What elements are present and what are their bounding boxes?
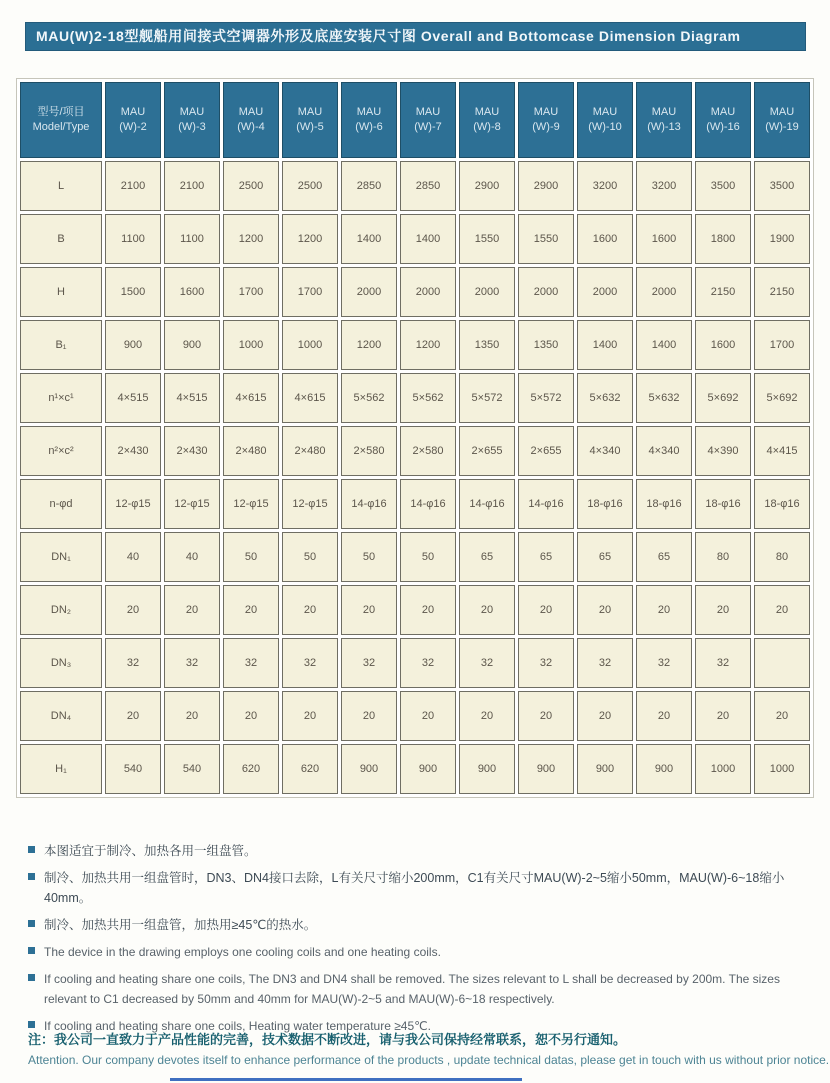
- table-row: [20, 373, 810, 423]
- attention-block: [28, 1031, 830, 1069]
- value-cell: 80: [695, 532, 751, 582]
- value-cell: 1600: [695, 320, 751, 370]
- row-label-cell: B₁: [20, 320, 102, 370]
- value-cell: 32: [164, 638, 220, 688]
- value-cell: 1900: [754, 214, 810, 264]
- value-cell: 20: [636, 585, 692, 635]
- value-cell: 2500: [223, 161, 279, 211]
- value-cell: 900: [518, 744, 574, 794]
- value-cell: 4×615: [223, 373, 279, 423]
- value-cell: 540: [105, 744, 161, 794]
- value-cell: 2000: [636, 267, 692, 317]
- value-cell: 20: [341, 691, 397, 741]
- value-cell: 1400: [400, 214, 456, 264]
- value-cell: 1200: [400, 320, 456, 370]
- value-cell: 1100: [164, 214, 220, 264]
- value-cell: 50: [282, 532, 338, 582]
- row-label-cell: DN₂: [20, 585, 102, 635]
- value-cell: 20: [400, 585, 456, 635]
- row-label-cell: DN₃: [20, 638, 102, 688]
- value-cell: 2×480: [282, 426, 338, 476]
- value-cell: 900: [636, 744, 692, 794]
- value-cell: 20: [282, 585, 338, 635]
- value-cell: 20: [164, 691, 220, 741]
- value-cell: 14-φ16: [518, 479, 574, 529]
- value-cell: 2100: [164, 161, 220, 211]
- value-cell: 2×655: [518, 426, 574, 476]
- value-cell: 20: [577, 585, 633, 635]
- spec-table-head: [20, 82, 810, 158]
- value-cell: 2100: [105, 161, 161, 211]
- value-cell: 20: [459, 691, 515, 741]
- value-cell: 2×480: [223, 426, 279, 476]
- value-cell: 540: [164, 744, 220, 794]
- value-cell: 5×562: [400, 373, 456, 423]
- value-cell: 5×692: [695, 373, 751, 423]
- value-cell: 32: [223, 638, 279, 688]
- value-cell: 1400: [577, 320, 633, 370]
- value-cell: 2000: [341, 267, 397, 317]
- value-cell: 1600: [164, 267, 220, 317]
- value-cell: 20: [164, 585, 220, 635]
- square-bullet-icon: [28, 873, 35, 880]
- table-row: [20, 267, 810, 317]
- model-header-cell: MAU (W)-16: [695, 82, 751, 158]
- value-cell: 12-φ15: [164, 479, 220, 529]
- value-cell: 1400: [341, 214, 397, 264]
- square-bullet-icon: [28, 920, 35, 927]
- value-cell: 1200: [223, 214, 279, 264]
- value-cell: 12-φ15: [105, 479, 161, 529]
- value-cell: 2500: [282, 161, 338, 211]
- note-text: If cooling and heating share one coils, The DN3 and DN4 shall be removed. The sizes relevant to L shall be decreased by 200m. The sizes relevant to C1 decreased by 50mm and 40mm for MAU(W)-2~5 and MAU(W)-6~18 respectively.: [44, 972, 780, 1006]
- note-item: [28, 915, 806, 935]
- note-text: 制冷、加热共用一组盘管时，DN3、DN4接口去除，L有关尺寸缩小200mm，C1有关尺寸MAU(W)-2~5缩小50mm，MAU(W)-6~18缩小40mm。: [44, 871, 785, 905]
- value-cell: 1700: [223, 267, 279, 317]
- value-cell: 32: [400, 638, 456, 688]
- value-cell: 2000: [459, 267, 515, 317]
- spec-table: [17, 79, 813, 797]
- model-header-cell: MAU (W)-8: [459, 82, 515, 158]
- value-cell: 1200: [282, 214, 338, 264]
- value-cell: 5×572: [518, 373, 574, 423]
- value-cell: 2×430: [105, 426, 161, 476]
- model-header-cell: MAU (W)-9: [518, 82, 574, 158]
- table-row: [20, 532, 810, 582]
- table-row: [20, 161, 810, 211]
- note-item: [28, 841, 806, 861]
- value-cell: 65: [459, 532, 515, 582]
- value-cell: 2900: [459, 161, 515, 211]
- square-bullet-icon: [28, 947, 35, 954]
- value-cell: 20: [577, 691, 633, 741]
- attention-text-cn: 注：我公司一直致力于产品性能的完善，技术数据不断改进，请与我公司保持经常联系，恕不另行通知。: [28, 1032, 627, 1047]
- value-cell: 14-φ16: [400, 479, 456, 529]
- value-cell: 12-φ15: [223, 479, 279, 529]
- value-cell: 2×580: [341, 426, 397, 476]
- value-cell: 65: [518, 532, 574, 582]
- value-cell: 20: [282, 691, 338, 741]
- attention-text-en: Attention. Our company devotes itself to enhance performance of the products , update technical datas, please get in touch with us without prior notice.: [28, 1053, 830, 1067]
- value-cell: 32: [577, 638, 633, 688]
- model-header-cell: MAU (W)-6: [341, 82, 397, 158]
- value-cell: 12-φ15: [282, 479, 338, 529]
- value-cell: 2000: [577, 267, 633, 317]
- value-cell: 32: [105, 638, 161, 688]
- value-cell: 3200: [577, 161, 633, 211]
- value-cell: 2×430: [164, 426, 220, 476]
- row-label-cell: H: [20, 267, 102, 317]
- value-cell: 65: [577, 532, 633, 582]
- value-cell: 20: [636, 691, 692, 741]
- value-cell: 20: [105, 585, 161, 635]
- value-cell: 1550: [459, 214, 515, 264]
- model-header-cell: MAU (W)-19: [754, 82, 810, 158]
- value-cell: 900: [105, 320, 161, 370]
- value-cell: 4×340: [577, 426, 633, 476]
- value-cell: 2900: [518, 161, 574, 211]
- value-cell: 20: [105, 691, 161, 741]
- value-cell: 5×692: [754, 373, 810, 423]
- table-row: [20, 320, 810, 370]
- value-cell: 32: [518, 638, 574, 688]
- value-cell: 900: [577, 744, 633, 794]
- model-header-cell: MAU (W)-10: [577, 82, 633, 158]
- value-cell: 32: [636, 638, 692, 688]
- value-cell: 50: [341, 532, 397, 582]
- value-cell: 18-φ16: [636, 479, 692, 529]
- dimension-table-container: [16, 78, 814, 798]
- table-row: [20, 426, 810, 476]
- note-text: If cooling and heating share one coils, Heating water temperature ≥45℃.: [44, 1019, 431, 1033]
- value-cell: 20: [223, 691, 279, 741]
- value-cell: 50: [400, 532, 456, 582]
- value-cell: 14-φ16: [459, 479, 515, 529]
- note-item: [28, 868, 806, 908]
- value-cell: 80: [754, 532, 810, 582]
- value-cell: 20: [754, 691, 810, 741]
- value-cell: 32: [695, 638, 751, 688]
- row-label-cell: n-φd: [20, 479, 102, 529]
- value-cell: 1100: [105, 214, 161, 264]
- model-header-cell: MAU (W)-7: [400, 82, 456, 158]
- square-bullet-icon: [28, 846, 35, 853]
- value-cell: 20: [223, 585, 279, 635]
- value-cell: 20: [518, 585, 574, 635]
- corner-header-cell: 型号/项目 Model/Type: [20, 82, 102, 158]
- square-bullet-icon: [28, 974, 35, 981]
- square-bullet-icon: [28, 1021, 35, 1028]
- value-cell: 1700: [754, 320, 810, 370]
- value-cell: 620: [282, 744, 338, 794]
- model-header-cell: MAU (W)-13: [636, 82, 692, 158]
- row-label-cell: n¹×c¹: [20, 373, 102, 423]
- row-label-cell: H₁: [20, 744, 102, 794]
- value-cell: 20: [459, 585, 515, 635]
- value-cell: 2150: [695, 267, 751, 317]
- note-item: [28, 942, 806, 962]
- table-row: [20, 744, 810, 794]
- value-cell: 40: [105, 532, 161, 582]
- value-cell: 620: [223, 744, 279, 794]
- value-cell: 2850: [400, 161, 456, 211]
- table-row: [20, 638, 810, 688]
- value-cell: 4×515: [105, 373, 161, 423]
- value-cell: 5×562: [341, 373, 397, 423]
- value-cell: 1000: [695, 744, 751, 794]
- value-cell: 1000: [282, 320, 338, 370]
- value-cell: 1350: [459, 320, 515, 370]
- value-cell: 1400: [636, 320, 692, 370]
- value-cell: 5×572: [459, 373, 515, 423]
- note-text: The device in the drawing employs one cooling coils and one heating coils.: [44, 945, 441, 959]
- value-cell: 18-φ16: [754, 479, 810, 529]
- row-label-cell: B: [20, 214, 102, 264]
- value-cell: 3500: [695, 161, 751, 211]
- model-header-cell: MAU (W)-3: [164, 82, 220, 158]
- value-cell: 20: [695, 585, 751, 635]
- value-cell: 900: [459, 744, 515, 794]
- value-cell: 32: [341, 638, 397, 688]
- value-cell: 20: [341, 585, 397, 635]
- header-row: [20, 82, 810, 158]
- page-title: MAU(W)2-18型舰船用间接式空调器外形及底座安装尺寸图 Overall and Bottomcase Dimension Diagram: [25, 22, 806, 51]
- note-text: 本图适宜于制冷、加热各用一组盘管。: [44, 844, 257, 858]
- value-cell: 4×615: [282, 373, 338, 423]
- value-cell: 18-φ16: [695, 479, 751, 529]
- value-cell: 4×340: [636, 426, 692, 476]
- value-cell: 900: [400, 744, 456, 794]
- value-cell: 3200: [636, 161, 692, 211]
- table-row: [20, 585, 810, 635]
- value-cell: 5×632: [636, 373, 692, 423]
- value-cell: 1600: [636, 214, 692, 264]
- value-cell: 20: [754, 585, 810, 635]
- table-row: [20, 479, 810, 529]
- value-cell: 20: [400, 691, 456, 741]
- note-item: [28, 969, 806, 1009]
- value-cell: 2000: [518, 267, 574, 317]
- value-cell: 4×415: [754, 426, 810, 476]
- value-cell: 2×655: [459, 426, 515, 476]
- value-cell: 1600: [577, 214, 633, 264]
- value-cell: 1200: [341, 320, 397, 370]
- row-label-cell: DN₁: [20, 532, 102, 582]
- bottom-underline: [170, 1078, 522, 1081]
- value-cell: 2150: [754, 267, 810, 317]
- value-cell: 65: [636, 532, 692, 582]
- model-header-cell: MAU (W)-5: [282, 82, 338, 158]
- spec-table-body: [20, 161, 810, 794]
- value-cell: 1550: [518, 214, 574, 264]
- model-header-cell: MAU (W)-4: [223, 82, 279, 158]
- note-text: 制冷、加热共用一组盘管，加热用≥45℃的热水。: [44, 918, 317, 932]
- value-cell: 4×390: [695, 426, 751, 476]
- value-cell: 1500: [105, 267, 161, 317]
- value-cell: 1000: [223, 320, 279, 370]
- value-cell: 1800: [695, 214, 751, 264]
- model-header-cell: MAU (W)-2: [105, 82, 161, 158]
- value-cell: 1350: [518, 320, 574, 370]
- value-cell: 2850: [341, 161, 397, 211]
- notes-list: [28, 841, 806, 1043]
- value-cell: 2000: [400, 267, 456, 317]
- value-cell: 4×515: [164, 373, 220, 423]
- value-cell: 1700: [282, 267, 338, 317]
- value-cell: [754, 638, 810, 688]
- row-label-cell: L: [20, 161, 102, 211]
- value-cell: 900: [341, 744, 397, 794]
- value-cell: 32: [459, 638, 515, 688]
- value-cell: 40: [164, 532, 220, 582]
- value-cell: 2×580: [400, 426, 456, 476]
- value-cell: 20: [695, 691, 751, 741]
- value-cell: 20: [518, 691, 574, 741]
- value-cell: 50: [223, 532, 279, 582]
- value-cell: 1000: [754, 744, 810, 794]
- table-row: [20, 691, 810, 741]
- value-cell: 32: [282, 638, 338, 688]
- value-cell: 14-φ16: [341, 479, 397, 529]
- row-label-cell: DN₄: [20, 691, 102, 741]
- value-cell: 18-φ16: [577, 479, 633, 529]
- table-row: [20, 214, 810, 264]
- value-cell: 5×632: [577, 373, 633, 423]
- row-label-cell: n²×c²: [20, 426, 102, 476]
- value-cell: 900: [164, 320, 220, 370]
- value-cell: 3500: [754, 161, 810, 211]
